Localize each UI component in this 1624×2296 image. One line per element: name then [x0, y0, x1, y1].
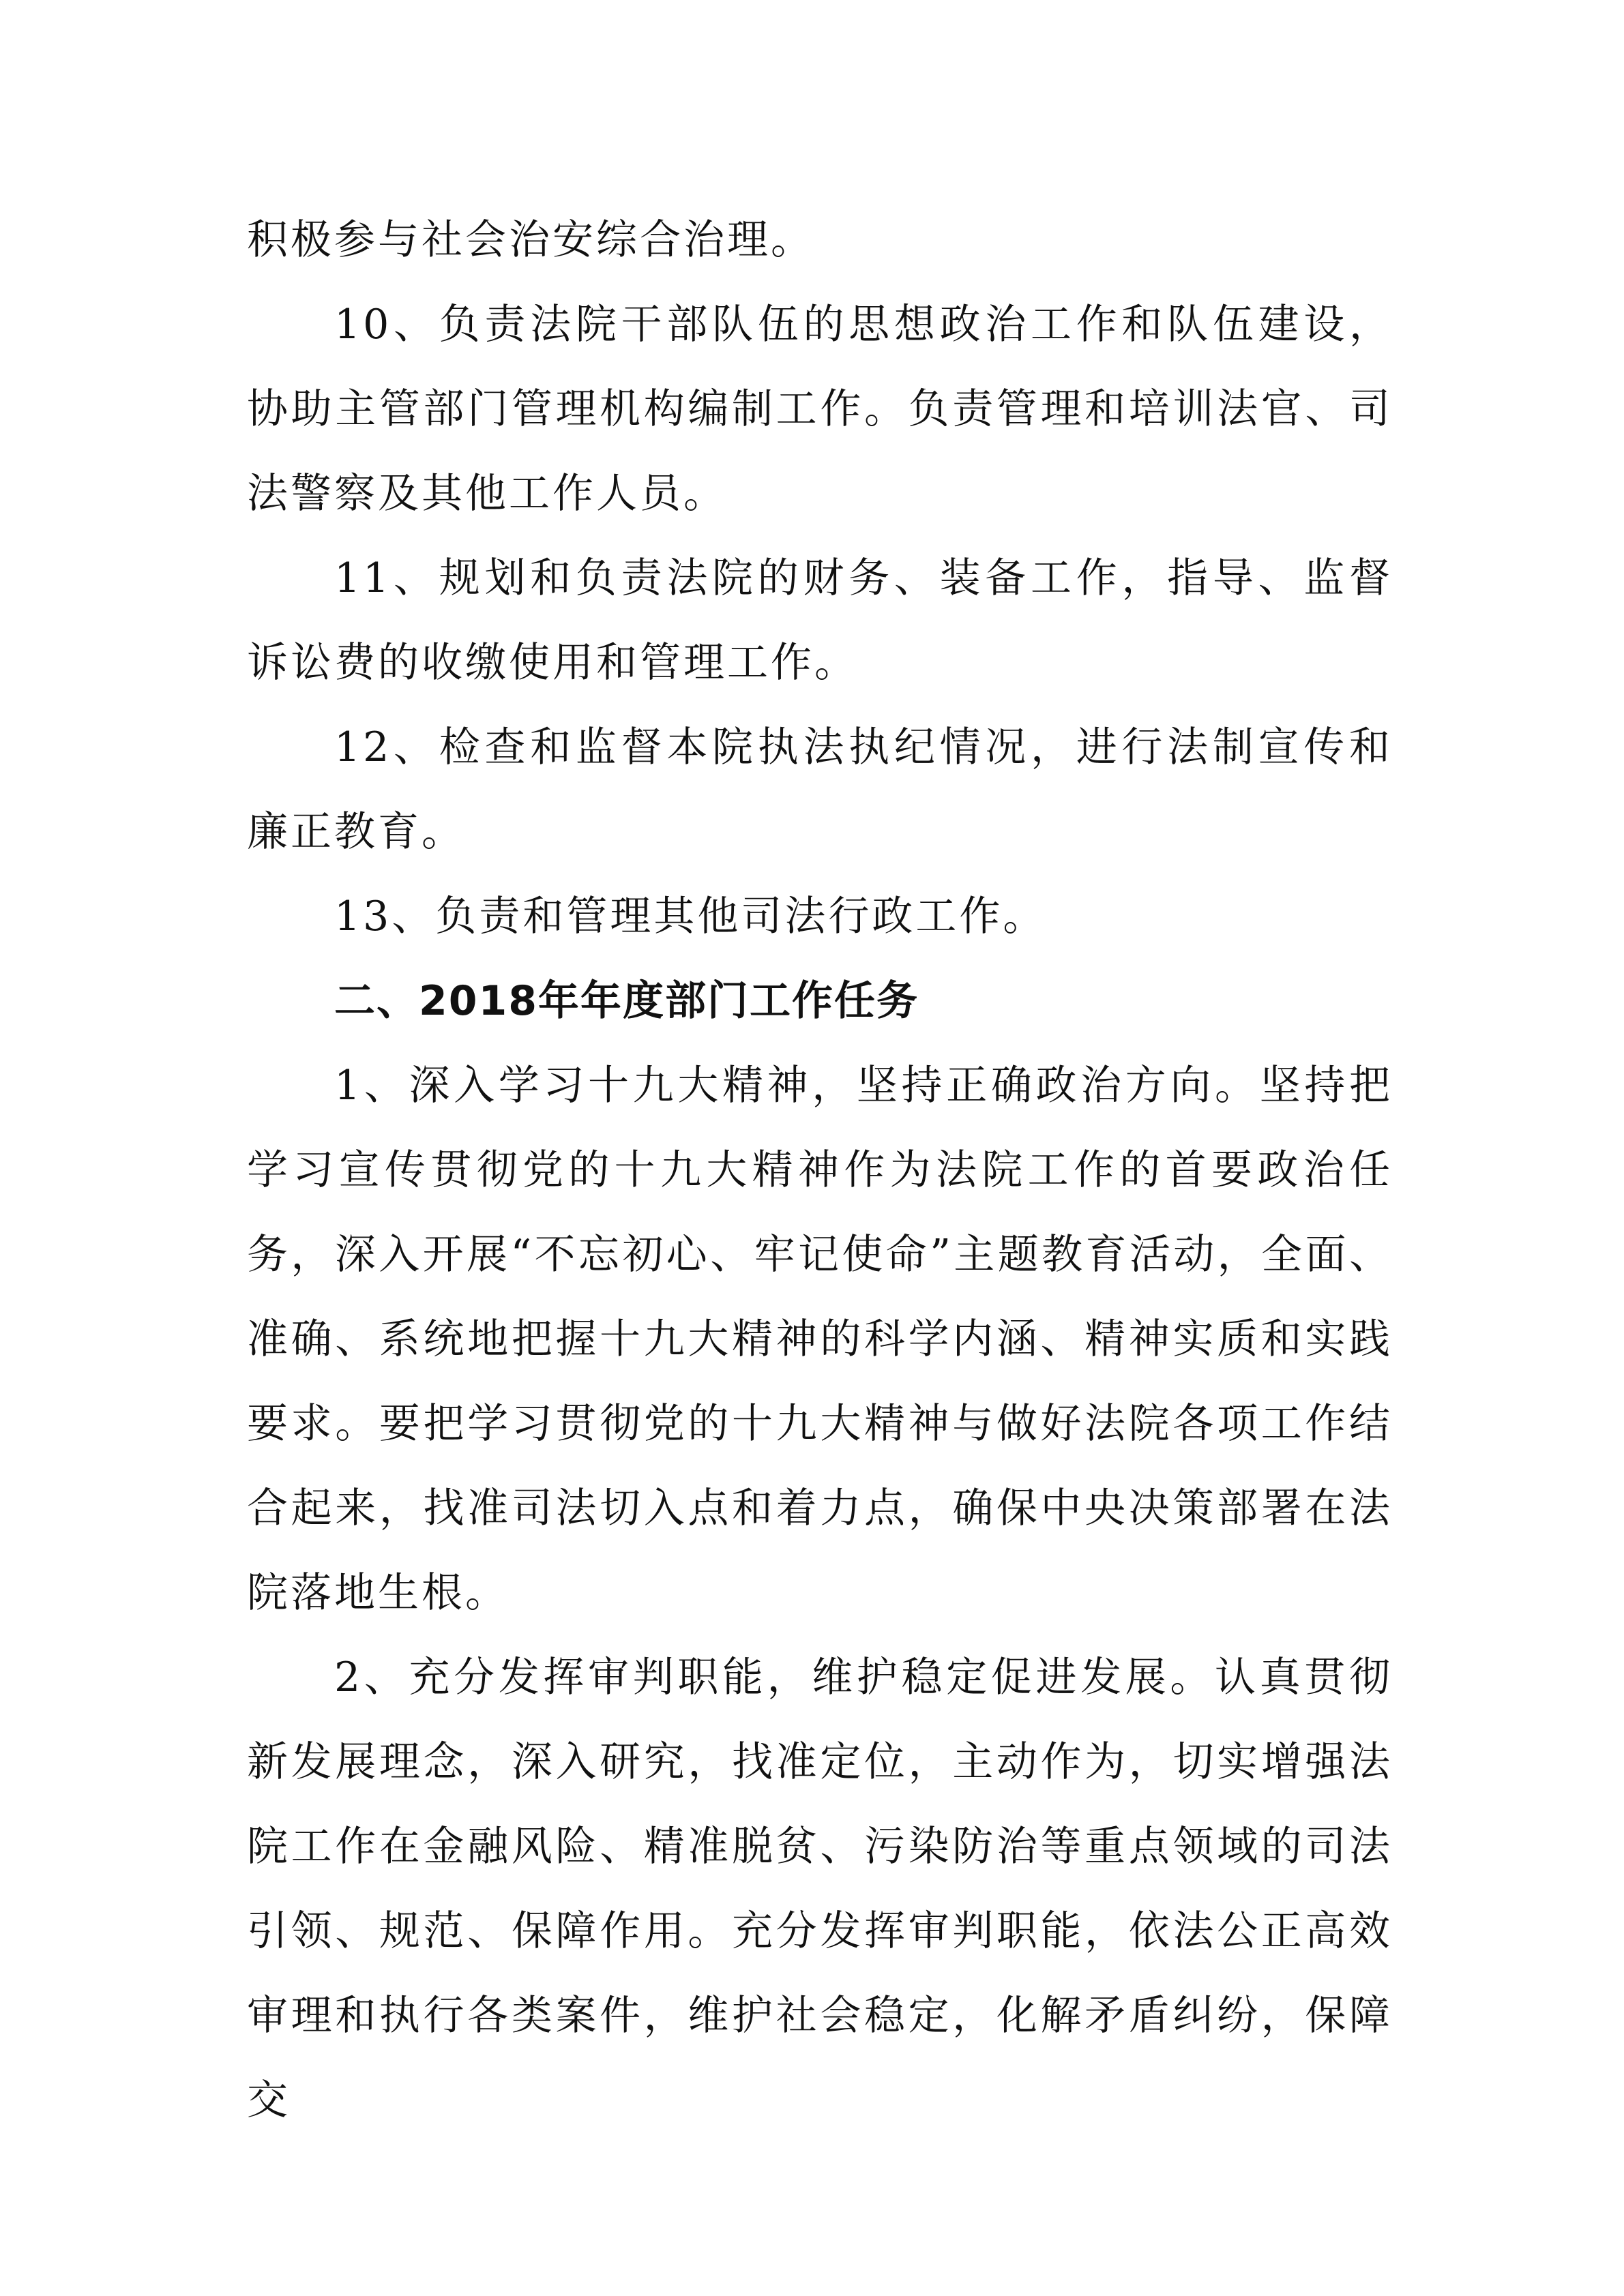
paragraph-task-1: 1、深入学习十九大精神，坚持正确政治方向。坚持把学习宣传贯彻党的十九大精神作为法院工作的首要政治任务，深入开展“不忘初心、牢记使命”主题教育活动，全面、准确、系统地把握十九大精神的科学内涵、精神实质和实践要求。要把学习贯彻党的十九大精神与做好法院各项工作结合起来，找准司法切入点和着力点，确保中央决策部署在法院落地生根。: [247, 1062, 1393, 1617]
section-heading: 二、2018年年度部门工作任务: [334, 977, 919, 1025]
paragraph-item-10: 10、负责法院干部队伍的思想政治工作和队伍建设，协助主管部门管理机构编制工作。负责管理和培训法官、司法警察及其他工作人员。: [247, 301, 1393, 518]
paragraph-continuation: 积极参与社会治安综合治理。: [247, 216, 814, 264]
paragraph-task-2: 2、充分发挥审判职能，维护稳定促进发展。认真贯彻新发展理念，深入研究，找准定位，主动作为，切实增强法院工作在金融风险、精准脱贫、污染防治等重点领域的司法引领、规范、保障作用。充分发挥审判职能，依法公正高效审理和执行各类案件，维护社会稳定，化解矛盾纠纷，保障交: [247, 1654, 1393, 2124]
paragraph-item-13: 13、负责和管理其他司法行政工作。: [334, 893, 1047, 940]
paragraph-item-11: 11、规划和负责法院的财务、装备工作，指导、监督诉讼费的收缴使用和管理工作。: [247, 554, 1393, 687]
document-body: [247, 198, 1393, 2143]
paragraph-item-12: 12、检查和监督本院执法执纪情况，进行法制宣传和廉正教育。: [247, 724, 1393, 856]
